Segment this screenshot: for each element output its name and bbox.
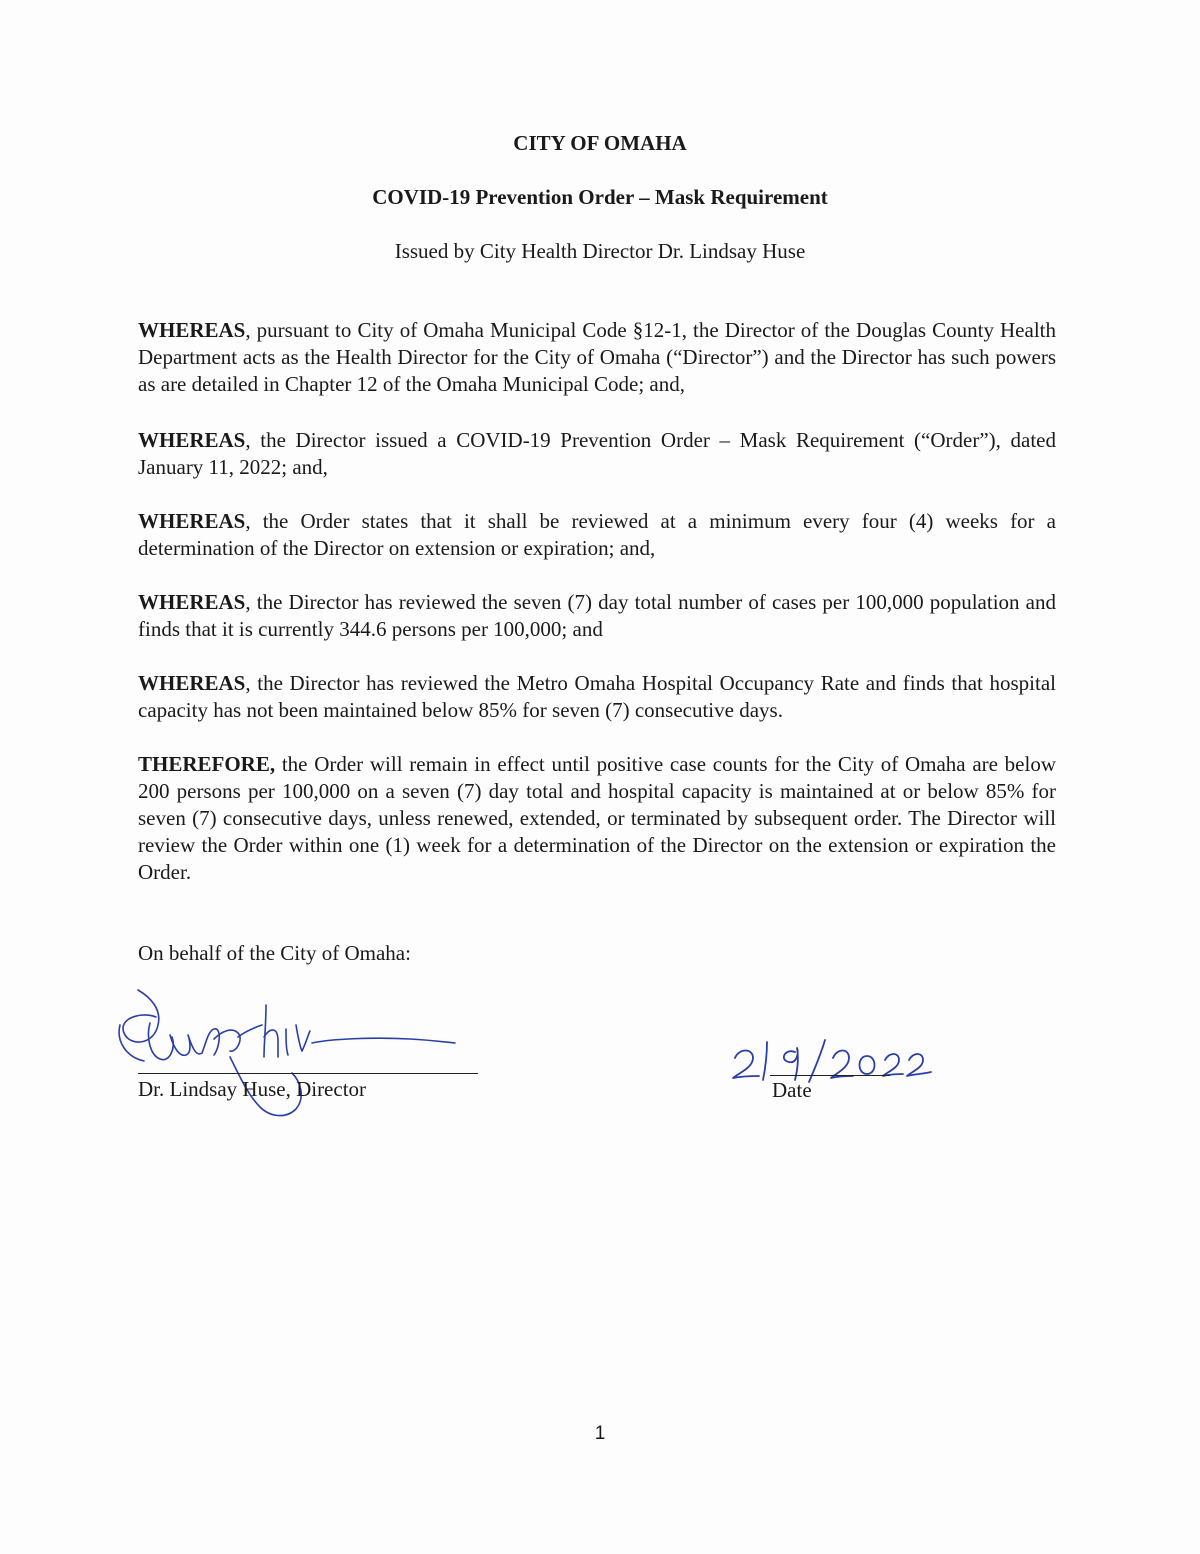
- paragraph-lead: WHEREAS: [138, 509, 246, 533]
- issued-by-line: Issued by City Health Director Dr. Lindsay Huse: [394, 239, 806, 263]
- whereas-paragraph-3: [138, 508, 1056, 562]
- paragraph-lead: WHEREAS: [138, 318, 246, 342]
- paragraph-text: the Order will remain in effect until positive case counts for the City of Omaha are below 200 persons per 100,000 on a seven (7) day total and hospital capacity is maintained at or below 85% for seven (7) consecutive days, unless renewed, extended, or terminated by subsequent order. The Director will review the Order within one (1) week for a determination of the Director on the extension or expiration the Order.: [138, 752, 1056, 884]
- paragraph-lead: THEREFORE,: [138, 752, 276, 776]
- city-heading: CITY OF OMAHA: [513, 131, 687, 155]
- paragraph-lead: WHEREAS: [138, 671, 246, 695]
- paragraph-lead: WHEREAS: [138, 590, 246, 614]
- date-line: [770, 1075, 890, 1076]
- therefore-paragraph: [138, 751, 1056, 886]
- paragraph-text: , pursuant to City of Omaha Municipal Code §12-1, the Director of the Douglas County Health Department acts as the Health Director for the City of Omaha (“Director”) and the Director has such powers as are detailed in Chapter 12 of the Omaha Municipal Code; and,: [138, 318, 1056, 396]
- whereas-paragraph-1: [138, 317, 1056, 398]
- paragraph-text: , the Director issued a COVID-19 Prevention Order – Mask Requirement (“Order”), dated January 11, 2022; and,: [138, 428, 1056, 479]
- whereas-paragraph-5: [138, 670, 1056, 724]
- signatory-caption: Dr. Lindsay Huse, Director: [138, 1077, 367, 1101]
- date-caption: Date: [772, 1078, 812, 1102]
- paragraph-text: , the Order states that it shall be reviewed at a minimum every four (4) weeks for a determination of the Director on extension or expiration; and,: [138, 509, 1056, 560]
- paragraph-text: , the Director has reviewed the Metro Omaha Hospital Occupancy Rate and finds that hospital capacity has not been maintained below 85% for seven (7) consecutive days.: [138, 671, 1056, 722]
- paragraph-lead: WHEREAS: [138, 428, 246, 452]
- signature-line: [138, 1073, 478, 1074]
- whereas-paragraph-4: [138, 589, 1056, 643]
- order-title: COVID-19 Prevention Order – Mask Requirement: [372, 185, 828, 209]
- paragraph-text: , the Director has reviewed the seven (7) day total number of cases per 100,000 population and finds that it is currently 344.6 persons per 100,000; and: [138, 590, 1056, 641]
- page-number: 1: [594, 1423, 606, 1444]
- on-behalf-line: On behalf of the City of Omaha:: [138, 941, 411, 965]
- whereas-paragraph-2: [138, 427, 1056, 481]
- handwritten-date: [725, 1030, 945, 1090]
- handwritten-signature: [110, 985, 470, 1135]
